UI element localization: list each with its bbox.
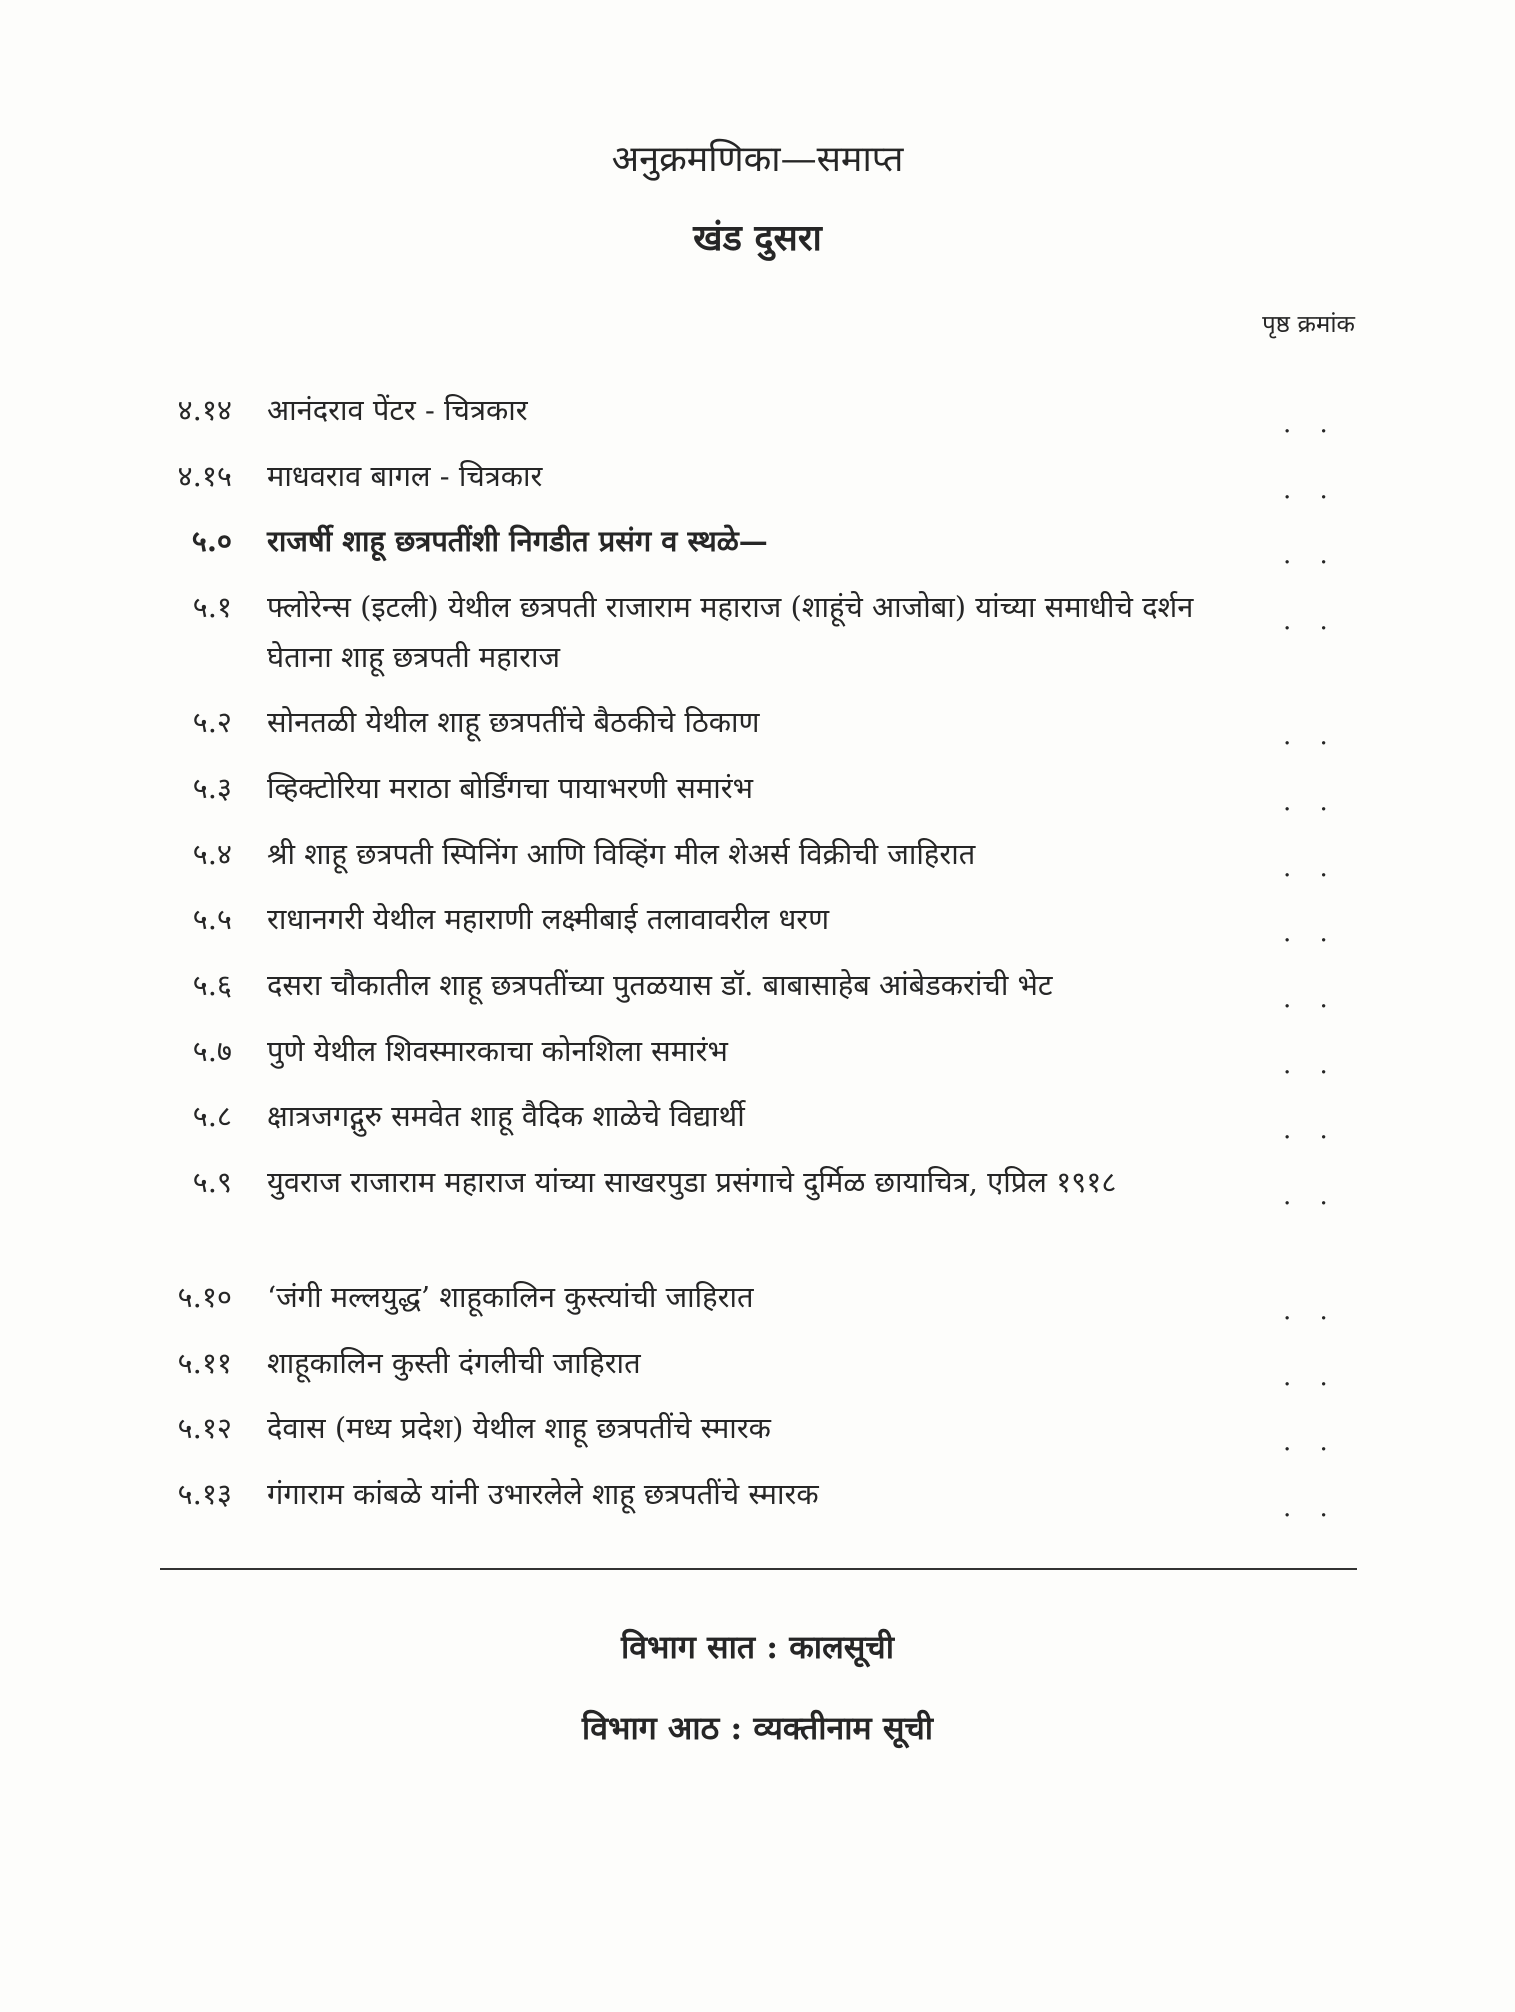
entry-page-leader: . . [1283, 1181, 1338, 1211]
entry-number: ५.० [191, 524, 232, 558]
entry-title: माधवराव बागल - चित्रकार [267, 459, 543, 493]
entry-number: ४.१५ [177, 459, 232, 493]
entry-page-leader: . . [1283, 1427, 1338, 1457]
entry-page-leader: . . [1283, 1115, 1338, 1145]
entry-number: ५.४ [192, 837, 232, 871]
page-number-column-label: पृष्ठ क्रमांक [1262, 310, 1355, 338]
entry-page-leader: . . [1283, 787, 1338, 817]
entry-title: युवराज राजाराम महाराज यांच्या साखरपुडा प्रसंगाचे दुर्मिळ छायाचित्र, एप्रिल १९१८ [267, 1165, 1117, 1199]
part-heading: खंड दुसरा [693, 217, 822, 259]
entry-page-leader: . . [1283, 606, 1338, 636]
entry-number: ५.१ [192, 590, 232, 624]
entry-number: ५.२ [192, 705, 232, 739]
section-seven-heading: विभाग सात : कालसूची [620, 1628, 895, 1666]
entry-number: ५.८ [192, 1099, 232, 1133]
entry-page-leader: . . [1283, 1362, 1338, 1392]
toc-entry [0, 582, 1515, 674]
entry-number: ५.११ [177, 1346, 232, 1380]
toc-entry [0, 1157, 1515, 1249]
entry-number: ५.९ [192, 1165, 232, 1199]
entry-page-leader: . . [1283, 1493, 1338, 1523]
divider [160, 1568, 1357, 1570]
entry-number: ५.१० [177, 1280, 232, 1314]
entry-page-leader: . . [1283, 540, 1338, 570]
entry-page-leader: . . [1283, 409, 1338, 439]
entry-number: ५.६ [192, 968, 232, 1002]
entry-title: व्हिक्टोरिया मराठा बोर्डिंगचा पायाभरणी समारंभ [267, 771, 753, 805]
entry-page-leader: . . [1283, 475, 1338, 505]
entry-title: दसरा चौकातील शाहू छत्रपतींच्या पुतळयास डॉ. बाबासाहेब आंबेडकरांची भेट [267, 968, 1053, 1002]
page-title: अनुक्रमणिका—समाप्त [611, 139, 904, 180]
entry-title: सोनतळी येथील शाहू छत्रपतींचे बैठकीचे ठिकाण [267, 705, 760, 739]
entry-title: देवास (मध्य प्रदेश) येथील शाहू छत्रपतींचे स्मारक [267, 1411, 771, 1445]
entry-title: श्री शाहू छत्रपती स्पिनिंग आणि विव्हिंग मील शेअर्स विक्रीची जाहिरात [267, 837, 976, 871]
entry-number: ५.३ [192, 771, 232, 805]
entry-title: राधानगरी येथील महाराणी लक्ष्मीबाई तलावावरील धरण [267, 902, 830, 936]
entry-title: शाहूकालिन कुस्ती दंगलीची जाहिरात [267, 1346, 641, 1380]
entry-page-leader: . . [1283, 853, 1338, 883]
entry-title: फ्लोरेन्स (इटली) येथील छत्रपती राजाराम महाराज (शाहूंचे आजोबा) यांच्या समाधीचे दर्शन घेताना शाहू छत्रपती महाराज [267, 590, 1194, 674]
entry-number: ५.७ [192, 1034, 232, 1068]
entry-number: ५.५ [192, 902, 232, 936]
toc-entry [0, 1469, 1515, 1561]
entry-number: ५.१३ [177, 1477, 232, 1511]
entry-number: ४.१४ [177, 393, 232, 427]
entry-page-leader: . . [1283, 984, 1338, 1014]
entry-title: आनंदराव पेंटर - चित्रकार [267, 393, 528, 427]
entry-page-leader: . . [1283, 1050, 1338, 1080]
entry-page-leader: . . [1283, 721, 1338, 751]
entry-title: ‘जंगी मल्लयुद्ध’ शाहूकालिन कुस्त्यांची जाहिरात [267, 1280, 754, 1314]
entry-number: ५.१२ [177, 1411, 232, 1445]
section-eight-heading: विभाग आठ : व्यक्तीनाम सूची [581, 1709, 934, 1747]
entry-page-leader: . . [1283, 1296, 1338, 1326]
entry-title: पुणे येथील शिवस्मारकाचा कोनशिला समारंभ [267, 1034, 728, 1068]
entry-page-leader: . . [1283, 918, 1338, 948]
entry-title: क्षात्रजगद्गुरु समवेत शाहू वैदिक शाळेचे विद्यार्थी [267, 1099, 745, 1133]
entry-title: राजर्षी शाहू छत्रपतींशी निगडीत प्रसंग व स्थळे— [267, 524, 768, 558]
entry-title: गंगाराम कांबळे यांनी उभारलेले शाहू छत्रपतींचे स्मारक [267, 1477, 819, 1511]
